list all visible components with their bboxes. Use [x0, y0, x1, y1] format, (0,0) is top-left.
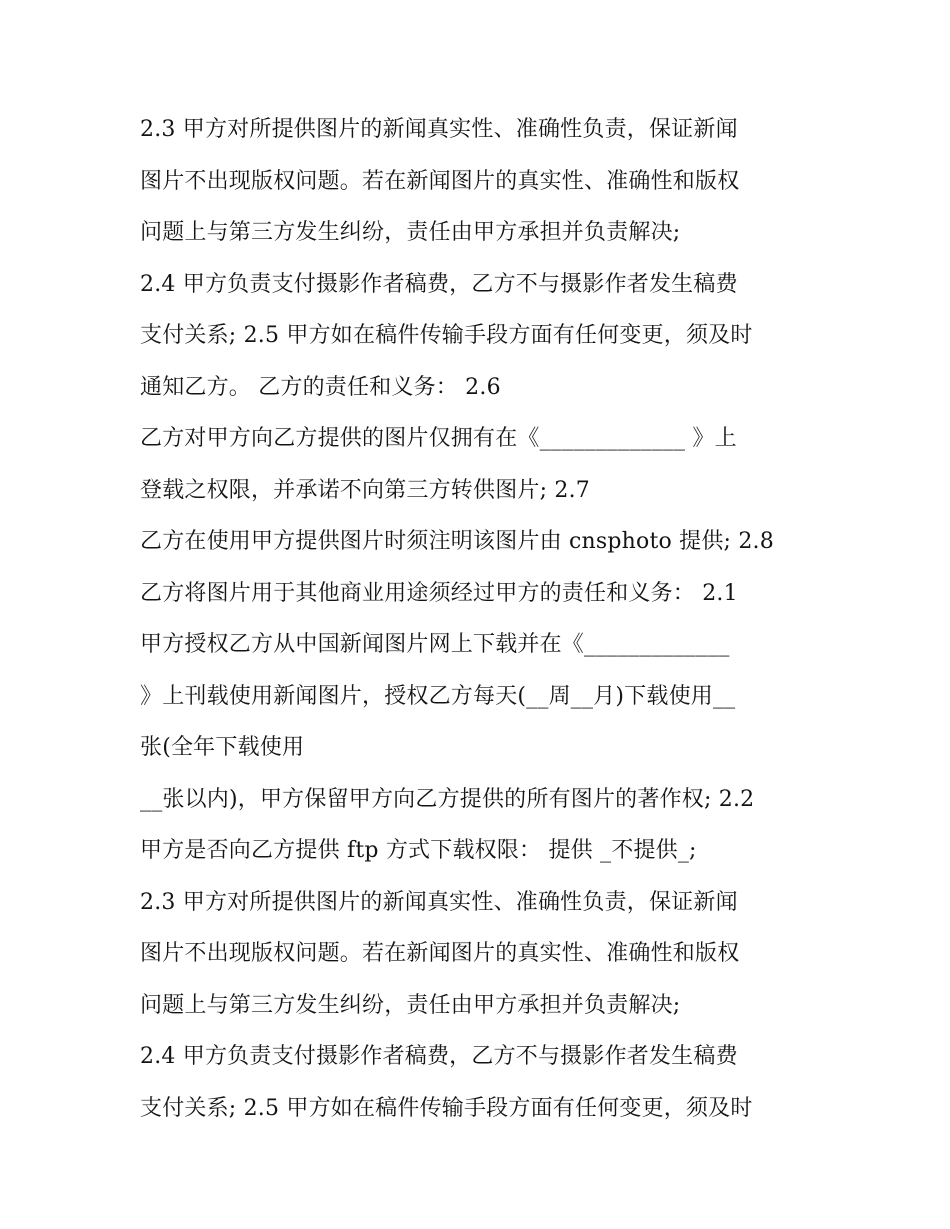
text-line: 2.3 甲方对所提供图片的新闻真实性、准确性负责，保证新闻: [140, 889, 738, 915]
text-line: 问题上与第三方发生纠纷，责任由甲方承担并负责解决;: [140, 992, 681, 1018]
text-line: 支付关系; 2.5 甲方如在稿件传输手段方面有任何变更，须及时: [140, 323, 753, 348]
text-line: 2.4 甲方负责支付摄影作者稿费，乙方不与摄影作者发生稿费: [140, 1044, 738, 1069]
text-line: 问题上与第三方发生纠纷，责任由甲方承担并负责解决;: [140, 220, 681, 245]
document-body: [140, 104, 830, 1134]
text-line: 图片不出现版权问题。若在新闻图片的真实性、准确性和版权: [140, 941, 740, 966]
text-line: 》上刊载使用新闻图片，授权乙方每天(__周__月)下载使用__: [140, 683, 736, 709]
text-line: 乙方在使用甲方提供图片时须注明该图片由 cnsphoto 提供; 2.8: [140, 529, 774, 554]
text-line: 2.3 甲方对所提供图片的新闻真实性、准确性负责，保证新闻: [140, 117, 738, 142]
text-line: 甲方授权乙方从中国新闻图片网上下载并在《_____________: [140, 632, 730, 657]
text-line: 甲方是否向乙方提供 ftp 方式下载权限： 提供 _不提供_;: [140, 838, 697, 863]
text-line: 登载之权限，并承诺不向第三方转供图片; 2.7: [140, 477, 590, 503]
text-line: __张以内)，甲方保留甲方向乙方提供的所有图片的著作权; 2.2: [140, 786, 755, 812]
text-line: 图片不出现版权问题。若在新闻图片的真实性、准确性和版权: [140, 168, 740, 194]
text-line: 乙方将图片用于其他商业用途须经过甲方的责任和义务： 2.1: [140, 580, 738, 606]
text-line: 张(全年下载使用: [140, 735, 305, 760]
text-line: 2.4 甲方负责支付摄影作者稿费，乙方不与摄影作者发生稿费: [140, 271, 738, 297]
text-line: 支付关系; 2.5 甲方如在稿件传输手段方面有任何变更，须及时: [140, 1095, 753, 1121]
text-line: 通知乙方。 乙方的责任和义务： 2.6: [140, 374, 501, 400]
text-line: 乙方对甲方向乙方提供的图片仅拥有在《_____________ 》上: [140, 426, 737, 451]
